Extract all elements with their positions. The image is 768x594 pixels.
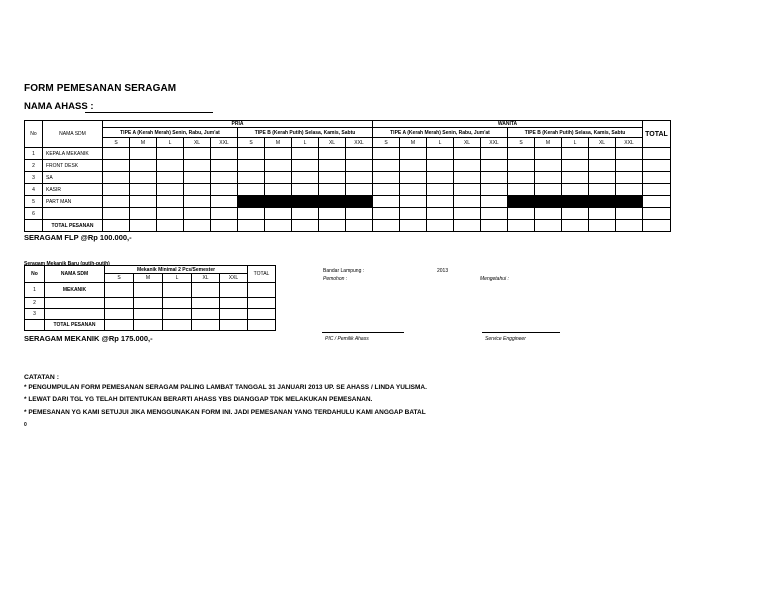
quantity-cell[interactable] [346,148,373,160]
blocked-cell [616,196,643,208]
size-header: L [292,138,319,148]
pria-tipe-a-header: TIPE A (Kerah Merah) Senin, Rabu, Jum'at [103,128,238,138]
quantity-cell[interactable] [184,184,211,196]
quantity-cell[interactable] [157,208,184,220]
row-number: 3 [25,309,45,320]
size-header: XXL [346,138,373,148]
total-cell[interactable] [319,220,346,232]
quantity-cell[interactable] [184,172,211,184]
quantity-cell[interactable] [220,283,248,298]
quantity-cell[interactable] [454,184,481,196]
quantity-cell[interactable] [562,160,589,172]
row-name [43,208,103,220]
row-total-cell[interactable] [643,184,671,196]
row-number: 3 [25,172,43,184]
mengetahui-label: Mengetahui : [480,276,509,282]
size-header: L [562,138,589,148]
quantity-cell[interactable] [373,172,400,184]
table-row [25,148,671,160]
blocked-cell [589,196,616,208]
quantity-cell[interactable] [103,184,130,196]
place-label: Bandar Lampung : [323,268,365,274]
quantity-cell[interactable] [211,172,238,184]
quantity-cell[interactable] [265,160,292,172]
size-header: XXL [616,138,643,148]
quantity-cell[interactable] [427,172,454,184]
total-cell[interactable] [238,220,265,232]
quantity-cell[interactable] [238,148,265,160]
size-header: L [427,138,454,148]
quantity-cell[interactable] [248,283,276,298]
quantity-cell[interactable] [535,208,562,220]
size-header: S [508,138,535,148]
quantity-cell[interactable] [130,208,157,220]
quantity-cell[interactable] [562,208,589,220]
quantity-cell[interactable] [292,184,319,196]
quantity-cell[interactable] [163,283,192,298]
quantity-cell[interactable] [454,208,481,220]
quantity-cell[interactable] [157,160,184,172]
form-title: FORM PEMESANAN SERAGAM [24,83,177,94]
quantity-cell[interactable] [184,148,211,160]
table-row [25,298,276,309]
quantity-cell[interactable] [265,208,292,220]
quantity-cell[interactable] [400,160,427,172]
quantity-cell[interactable] [400,208,427,220]
row-total-cell[interactable] [643,148,671,160]
mekanik-price-label: SERAGAM MEKANIK @Rp 175.000,- [24,334,153,343]
quantity-cell[interactable] [454,160,481,172]
quantity-cell[interactable] [105,298,134,309]
total-cell[interactable] [373,220,400,232]
total-row-no [25,320,45,331]
total-cell[interactable] [184,220,211,232]
quantity-cell[interactable] [157,148,184,160]
total-row-label: TOTAL PESANAN [43,220,103,232]
quantity-cell[interactable] [211,208,238,220]
quantity-cell[interactable] [130,172,157,184]
quantity-cell[interactable] [616,208,643,220]
engineer-signature-line [482,332,560,333]
total-cell[interactable] [130,220,157,232]
quantity-cell[interactable] [192,298,220,309]
size-header: XL [184,138,211,148]
row-total-cell[interactable] [643,208,671,220]
t2-col-nama-header: NAMA SDM [45,266,105,283]
pic-label: PIC / Pemilik Ahass [325,336,369,342]
note-item: * PEMESANAN YG KAMI SETUJUI JIKA MENGGUNAKAN FORM INI. JADI PEMESANAN YANG TERDAHULU KAMI ANGGAP BATAL [24,409,426,416]
size-header: XL [319,138,346,148]
pemohon-label: Pemohon : [323,276,348,282]
quantity-cell[interactable] [319,148,346,160]
nama-ahass-field-line[interactable] [85,112,213,113]
quantity-cell[interactable] [427,208,454,220]
quantity-cell[interactable] [535,160,562,172]
quantity-cell[interactable] [265,148,292,160]
quantity-cell[interactable] [535,184,562,196]
total-cell[interactable] [589,220,616,232]
quantity-cell[interactable] [346,160,373,172]
row-name: KASIR [43,184,103,196]
quantity-cell[interactable] [130,160,157,172]
size-header: XXL [220,274,248,283]
quantity-cell[interactable] [454,196,481,208]
quantity-cell[interactable] [157,196,184,208]
quantity-cell[interactable] [373,160,400,172]
quantity-cell[interactable] [292,148,319,160]
quantity-cell[interactable] [400,148,427,160]
t2-group-header: Mekanik Minimal 2 Pcs/Semester [105,266,248,274]
footer-zero: 0 [24,422,27,428]
row-name: FRONT DESK [43,160,103,172]
size-header: XL [589,138,616,148]
quantity-cell[interactable] [481,184,508,196]
row-total-cell[interactable] [643,196,671,208]
size-header: M [535,138,562,148]
quantity-cell[interactable] [238,160,265,172]
blocked-cell [508,196,535,208]
quantity-cell[interactable] [163,309,192,320]
quantity-cell[interactable] [508,184,535,196]
quantity-cell[interactable] [508,160,535,172]
size-header: XXL [211,138,238,148]
quantity-cell[interactable] [238,184,265,196]
quantity-cell[interactable] [400,172,427,184]
quantity-cell[interactable] [163,298,192,309]
quantity-cell[interactable] [589,160,616,172]
quantity-cell[interactable] [589,172,616,184]
blocked-cell [265,196,292,208]
flp-price-label: SERAGAM FLP @Rp 100.000,- [24,233,132,242]
quantity-cell[interactable] [192,309,220,320]
nama-ahass-label: NAMA AHASS : [24,101,94,112]
engineer-label: Service Enggineer [485,336,526,342]
total-cell[interactable] [400,220,427,232]
size-header: S [103,138,130,148]
wanita-tipe-a-header: TIPE A (Kerah Merah) Senin, Rabu, Jum'at [373,128,508,138]
quantity-cell[interactable] [535,148,562,160]
year-label: 2013 [437,268,449,274]
quantity-cell[interactable] [319,172,346,184]
blocked-cell [319,196,346,208]
quantity-cell[interactable] [373,148,400,160]
quantity-cell[interactable] [589,184,616,196]
total-row-no [25,220,43,232]
quantity-cell[interactable] [427,160,454,172]
quantity-cell[interactable] [105,283,134,298]
total-row [25,220,671,232]
total-cell[interactable] [192,320,220,331]
quantity-cell[interactable] [248,298,276,309]
size-header: XL [454,138,481,148]
quantity-cell[interactable] [238,208,265,220]
quantity-cell[interactable] [454,172,481,184]
quantity-cell[interactable] [319,208,346,220]
total-cell[interactable] [346,220,373,232]
quantity-cell[interactable] [103,196,130,208]
quantity-cell[interactable] [562,172,589,184]
total-cell[interactable] [508,220,535,232]
quantity-cell[interactable] [157,172,184,184]
table-row [25,184,671,196]
row-name: SA [43,172,103,184]
size-header: M [265,138,292,148]
quantity-cell[interactable] [616,172,643,184]
pic-signature-line [322,332,404,333]
size-header: S [373,138,400,148]
quantity-cell[interactable] [616,148,643,160]
quantity-cell[interactable] [346,208,373,220]
mekanik-order-table [24,265,276,331]
quantity-cell[interactable] [427,196,454,208]
quantity-cell[interactable] [220,309,248,320]
quantity-cell[interactable] [535,172,562,184]
quantity-cell[interactable] [562,184,589,196]
quantity-cell[interactable] [211,196,238,208]
total-cell[interactable] [105,320,134,331]
size-header: XL [192,274,220,283]
table-row [25,283,276,298]
total-cell[interactable] [454,220,481,232]
quantity-cell[interactable] [292,172,319,184]
row-total-cell[interactable] [643,160,671,172]
quantity-cell[interactable] [616,184,643,196]
quantity-cell[interactable] [481,160,508,172]
group-pria-header: PRIA [103,121,373,128]
total-cell[interactable] [292,220,319,232]
quantity-cell[interactable] [134,309,163,320]
row-number: 6 [25,208,43,220]
notes-heading: CATATAN : [24,374,59,381]
col-no-header: No [25,121,43,148]
quantity-cell[interactable] [589,208,616,220]
quantity-cell[interactable] [319,184,346,196]
quantity-cell[interactable] [427,184,454,196]
quantity-cell[interactable] [134,283,163,298]
quantity-cell[interactable] [134,298,163,309]
row-number: 4 [25,184,43,196]
total-cell[interactable] [248,320,276,331]
quantity-cell[interactable] [184,196,211,208]
quantity-cell[interactable] [292,208,319,220]
quantity-cell[interactable] [346,172,373,184]
size-header: M [134,274,163,283]
total-row-label: TOTAL PESANAN [45,320,105,331]
size-header: S [238,138,265,148]
quantity-cell[interactable] [103,208,130,220]
quantity-cell[interactable] [373,184,400,196]
total-cell[interactable] [134,320,163,331]
col-nama-header: NAMA SDM [43,121,103,148]
size-header: L [157,138,184,148]
quantity-cell[interactable] [589,148,616,160]
quantity-cell[interactable] [130,184,157,196]
total-cell[interactable] [427,220,454,232]
total-cell[interactable] [265,220,292,232]
row-name: MEKANIK [45,283,105,298]
total-cell[interactable] [535,220,562,232]
quantity-cell[interactable] [220,298,248,309]
uniform-order-table [24,120,671,232]
quantity-cell[interactable] [508,148,535,160]
table-row [25,160,671,172]
quantity-cell[interactable] [103,172,130,184]
note-item: * LEWAT DARI TGL YG TELAH DITENTUKAN BERARTI AHASS YBS DIANGGAP TDK MELAKUKAN PEMESANAN. [24,396,373,403]
quantity-cell[interactable] [508,208,535,220]
note-item: * PENGUMPULAN FORM PEMESANAN SERAGAM PALING LAMBAT TANGGAL 31 JANUARI 2013 UP. SE AHASS / LINDA YULISMA. [24,384,427,391]
total-cell[interactable] [616,220,643,232]
table-row [25,309,276,320]
size-header: M [130,138,157,148]
blocked-cell [562,196,589,208]
total-cell[interactable] [157,220,184,232]
total-cell[interactable] [643,220,671,232]
total-row [25,320,276,331]
quantity-cell[interactable] [400,196,427,208]
size-header: M [400,138,427,148]
table-row [25,208,671,220]
quantity-cell[interactable] [103,160,130,172]
quantity-cell[interactable] [211,160,238,172]
quantity-cell[interactable] [427,148,454,160]
quantity-cell[interactable] [238,172,265,184]
row-number: 5 [25,196,43,208]
wanita-tipe-b-header: TIPE B (Kerah Putih) Selasa, Kamis, Sabtu [508,128,643,138]
quantity-cell[interactable] [373,196,400,208]
quantity-cell[interactable] [184,160,211,172]
quantity-cell[interactable] [481,196,508,208]
quantity-cell[interactable] [292,160,319,172]
quantity-cell[interactable] [373,208,400,220]
quantity-cell[interactable] [319,160,346,172]
row-number: 2 [25,298,45,309]
quantity-cell[interactable] [184,208,211,220]
table-row [25,172,671,184]
quantity-cell[interactable] [454,148,481,160]
quantity-cell[interactable] [481,208,508,220]
mekanik-table-title: Seragam Mekanik Baru (putih-putih) [24,261,110,267]
quantity-cell[interactable] [130,148,157,160]
group-wanita-header: WANITA [373,121,643,128]
row-name [45,309,105,320]
blocked-cell [535,196,562,208]
quantity-cell[interactable] [481,148,508,160]
quantity-cell[interactable] [211,148,238,160]
total-cell[interactable] [220,320,248,331]
t2-col-total-header: TOTAL [248,266,276,283]
col-total-header: TOTAL [643,121,671,148]
size-header: XXL [481,138,508,148]
pria-tipe-b-header: TIPE B (Kerah Putih) Selasa, Kamis, Sabtu [238,128,373,138]
quantity-cell[interactable] [508,172,535,184]
table-row [25,196,671,208]
blocked-cell [346,196,373,208]
quantity-cell[interactable] [400,184,427,196]
quantity-cell[interactable] [103,148,130,160]
total-cell[interactable] [211,220,238,232]
quantity-cell[interactable] [192,283,220,298]
row-number: 1 [25,148,43,160]
quantity-cell[interactable] [481,172,508,184]
quantity-cell[interactable] [211,184,238,196]
quantity-cell[interactable] [248,309,276,320]
t2-col-no-header: No [25,266,45,283]
row-total-cell[interactable] [643,172,671,184]
quantity-cell[interactable] [265,184,292,196]
row-number: 1 [25,283,45,298]
total-cell[interactable] [103,220,130,232]
quantity-cell[interactable] [562,148,589,160]
row-name: PART MAN [43,196,103,208]
blocked-cell [238,196,265,208]
quantity-cell[interactable] [105,309,134,320]
quantity-cell[interactable] [130,196,157,208]
row-name: KEPALA MEKANIK [43,148,103,160]
quantity-cell[interactable] [616,160,643,172]
blocked-cell [292,196,319,208]
quantity-cell[interactable] [346,184,373,196]
total-cell[interactable] [481,220,508,232]
quantity-cell[interactable] [265,172,292,184]
row-name [45,298,105,309]
row-number: 2 [25,160,43,172]
size-header: L [163,274,192,283]
total-cell[interactable] [163,320,192,331]
total-cell[interactable] [562,220,589,232]
quantity-cell[interactable] [157,184,184,196]
size-header: S [105,274,134,283]
